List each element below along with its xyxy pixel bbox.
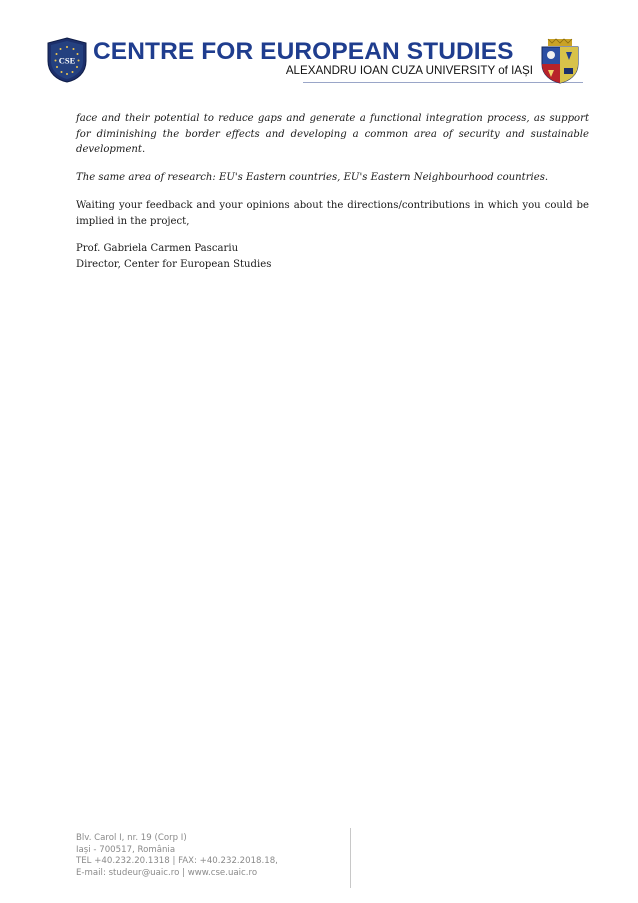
paragraph-research-area: The same area of research: EU's Eastern countries, EU's Eastern Neighbourhood countries.: [76, 172, 549, 184]
footer-phone-fax: TEL +40.232.20.1318 | FAX: +40.232.2018.18,: [76, 856, 278, 867]
university-coat-of-arms-icon: [538, 38, 582, 84]
cse-logo-icon: [44, 37, 90, 83]
header-title: CENTRE FOR EUROPEAN STUDIES: [93, 38, 514, 65]
footer-divider: [350, 828, 351, 888]
signature-name: Prof. Gabriela Carmen Pascariu: [76, 243, 239, 255]
cse-logo-text: CSE: [58, 55, 76, 66]
letter-body: [76, 111, 589, 273]
paragraph-feedback: Waiting your feedback and your opinions about the directions/contributions in which you could be implied in the project,: [76, 199, 589, 227]
footer-address-line-2: Iași - 700517, România: [76, 844, 176, 855]
header-subtitle: ALEXANDRU IOAN CUZA UNIVERSITY of IAȘI: [285, 64, 533, 77]
footer-email-web: E-mail: studeur@uaic.ro | www.cse.uaic.ro: [76, 867, 258, 878]
footer-address-line-1: Blv. Carol I, nr. 19 (Corp I): [76, 833, 187, 843]
footer-contact: [76, 833, 278, 879]
signature-title: Director, Center for European Studies: [76, 258, 272, 270]
paragraph-1: face and their potential to reduce gaps and generate a functional integration process, as support for diminishing the border effects and developing a common area of security and sustainable development.: [76, 113, 589, 156]
